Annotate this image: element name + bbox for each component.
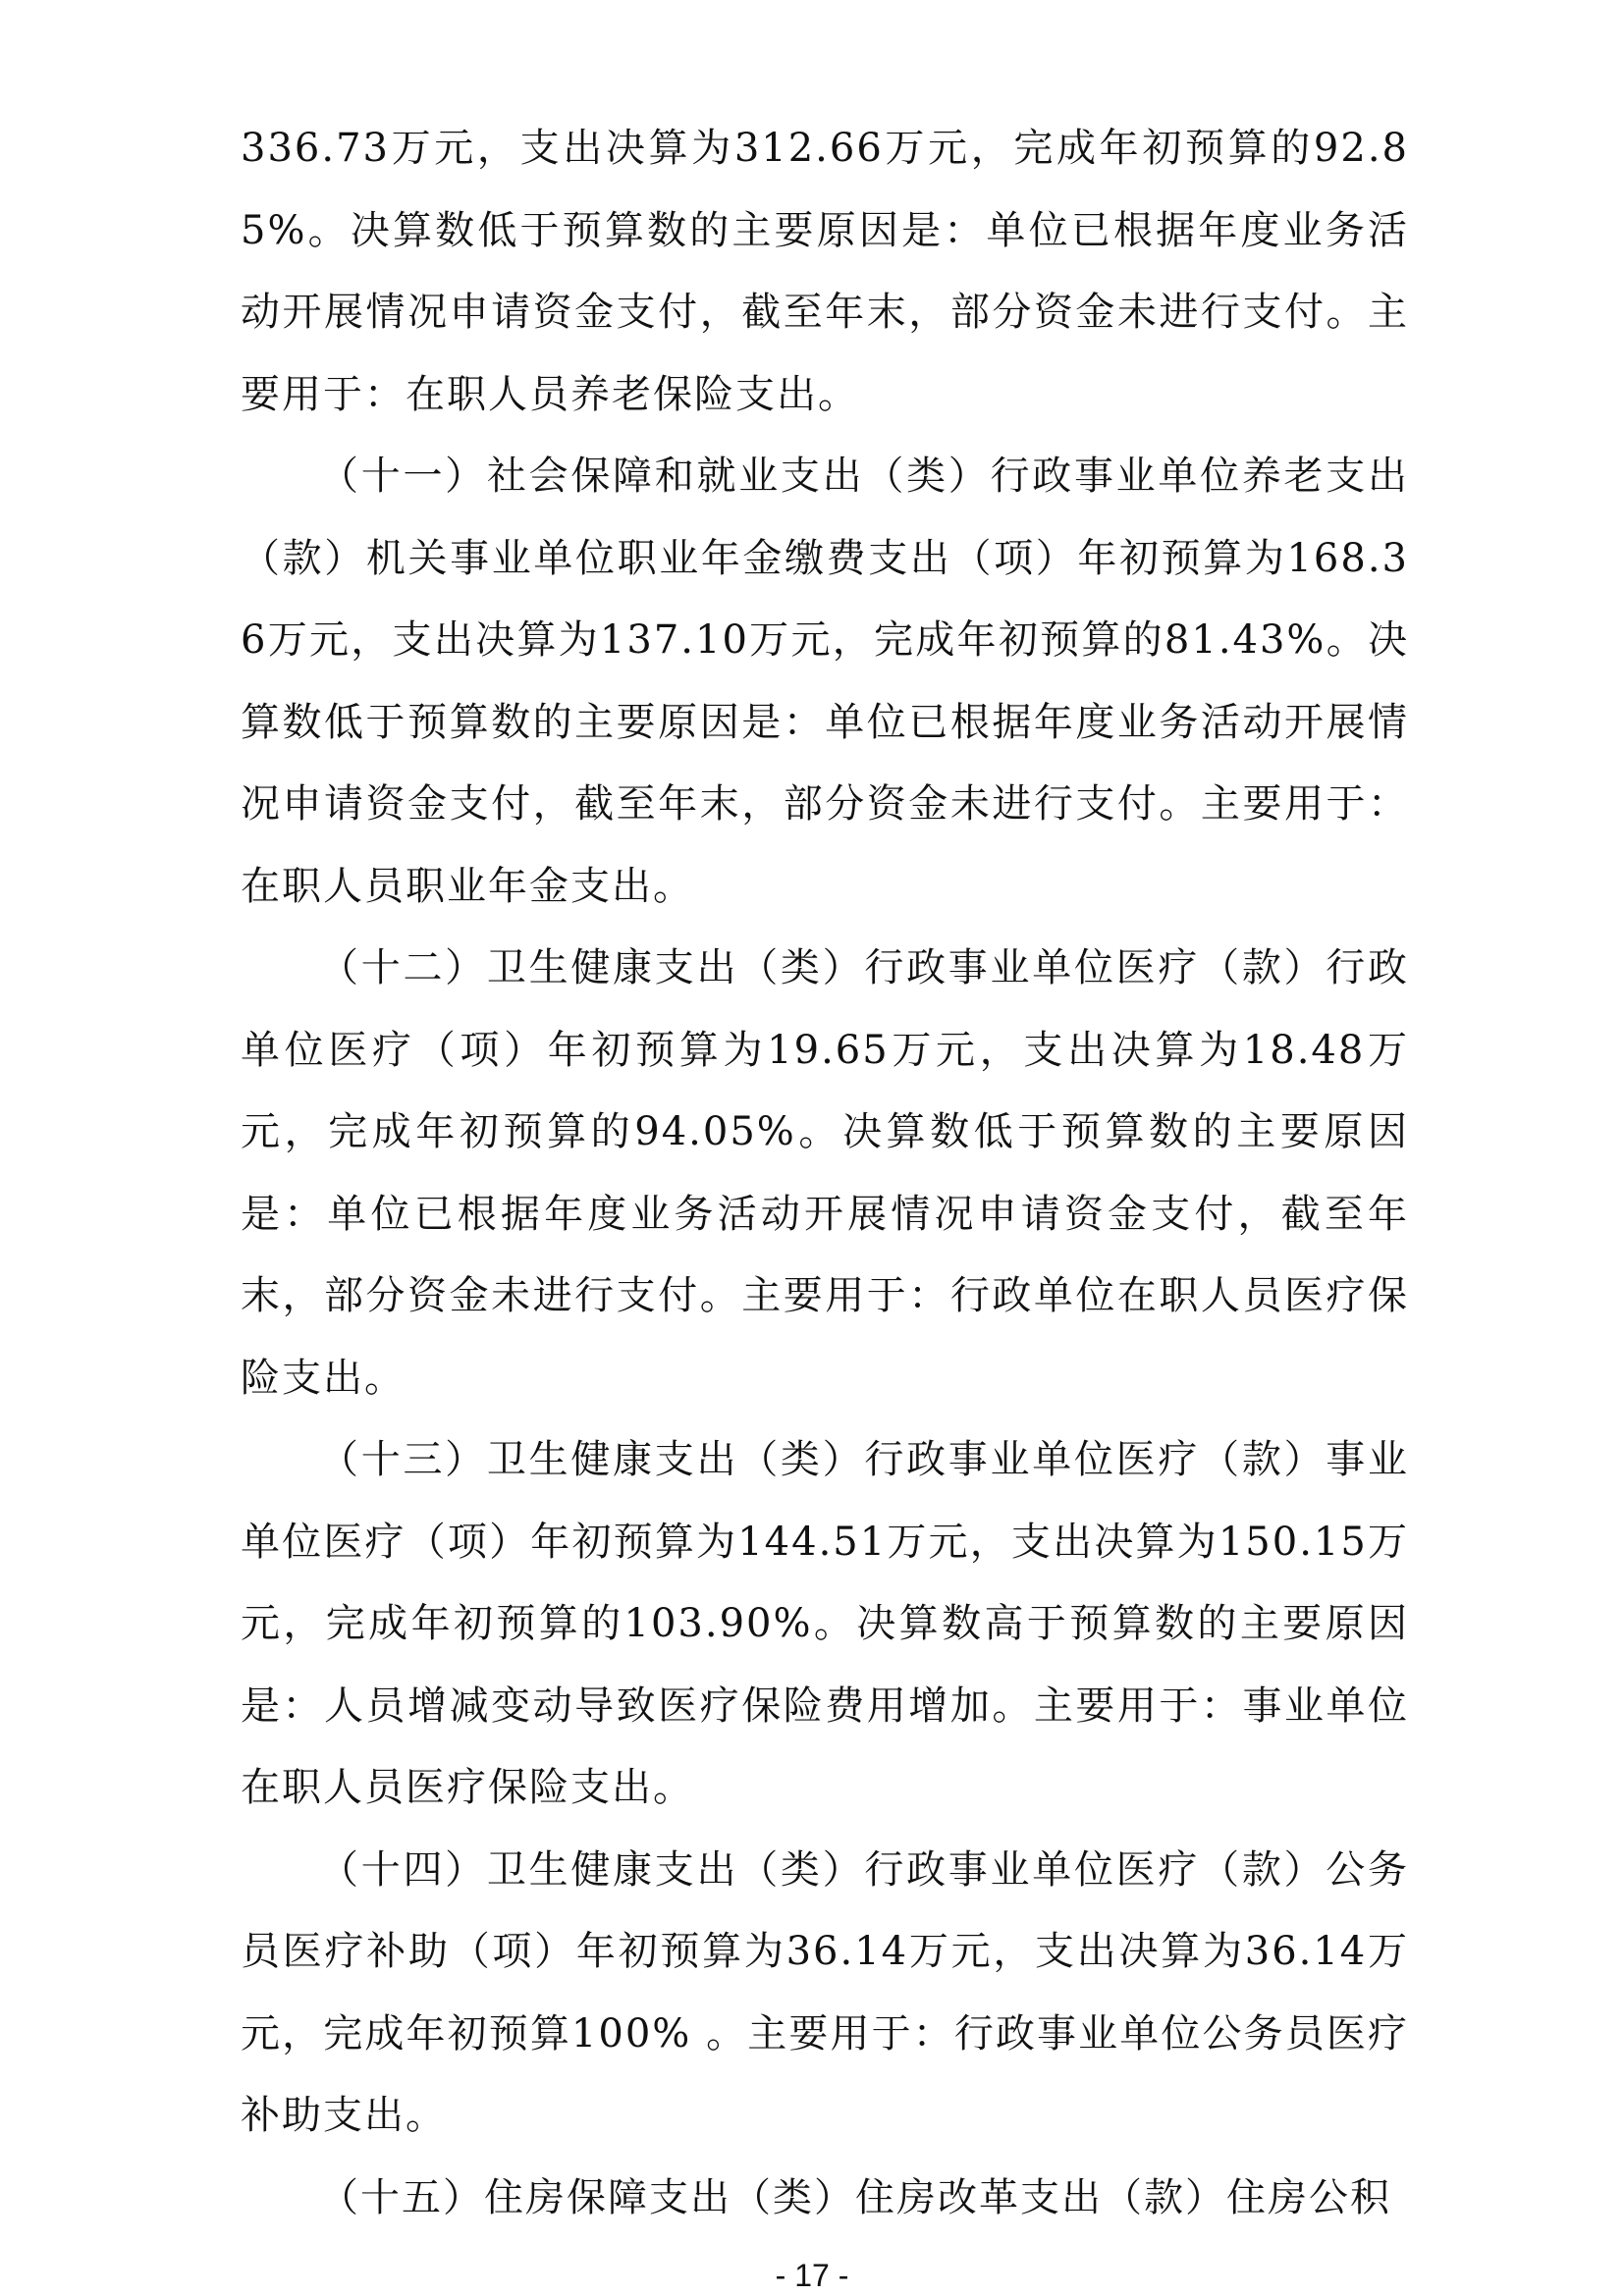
- paragraph-item-15: （十五）住房保障支出（类）住房改革支出（款）住房公积: [319, 2174, 1391, 2220]
- page-number: - 17 -: [775, 2258, 849, 2293]
- body-text: [241, 108, 1409, 2239]
- paragraph-item-13: （十三）卫生健康支出（类）行政事业单位医疗（款）事业单位医疗（项）年初预算为144.51万元，支出决算为150.15万元，完成年初预算的103.90%。决算数高于预算数的主要原因是：人员增减变动导致医疗保险费用增加。主要用于：事业单位在职人员医疗保险支出。: [241, 1437, 1409, 1810]
- paragraph-item-12: （十二）卫生健康支出（类）行政事业单位医疗（款）行政单位医疗（项）年初预算为19.65万元，支出决算为18.48万元，完成年初预算的94.05%。决算数低于预算数的主要原因是：单位已根据年度业务活动开展情况申请资金支付，截至年末，部分资金未进行支付。主要用于：行政单位在职人员医疗保险支出。: [241, 945, 1409, 1401]
- paragraph-continuation: 336.73万元，支出决算为312.66万元，完成年初预算的92.85%。决算数低于预算数的主要原因是：单位已根据年度业务活动开展情况申请资金支付，截至年末，部分资金未进行支付。主要用于：在职人员养老保险支出。: [241, 126, 1409, 417]
- paragraph-item-14: （十四）卫生健康支出（类）行政事业单位医疗（款）公务员医疗补助（项）年初预算为36.14万元，支出决算为36.14万元，完成年初预算100% 。主要用于：行政事业单位公务员医疗补助支出。: [241, 1846, 1409, 2138]
- paragraph-item-11: （十一）社会保障和就业支出（类）行政事业单位养老支出（款）机关事业单位职业年金缴费支出（项）年初预算为168.36万元，支出决算为137.10万元，完成年初预算的81.43%。决算数低于预算数的主要原因是：单位已根据年度业务活动开展情况申请资金支付，截至年末，部分资金未进行支付。主要用于：在职人员职业年金支出。: [241, 454, 1409, 909]
